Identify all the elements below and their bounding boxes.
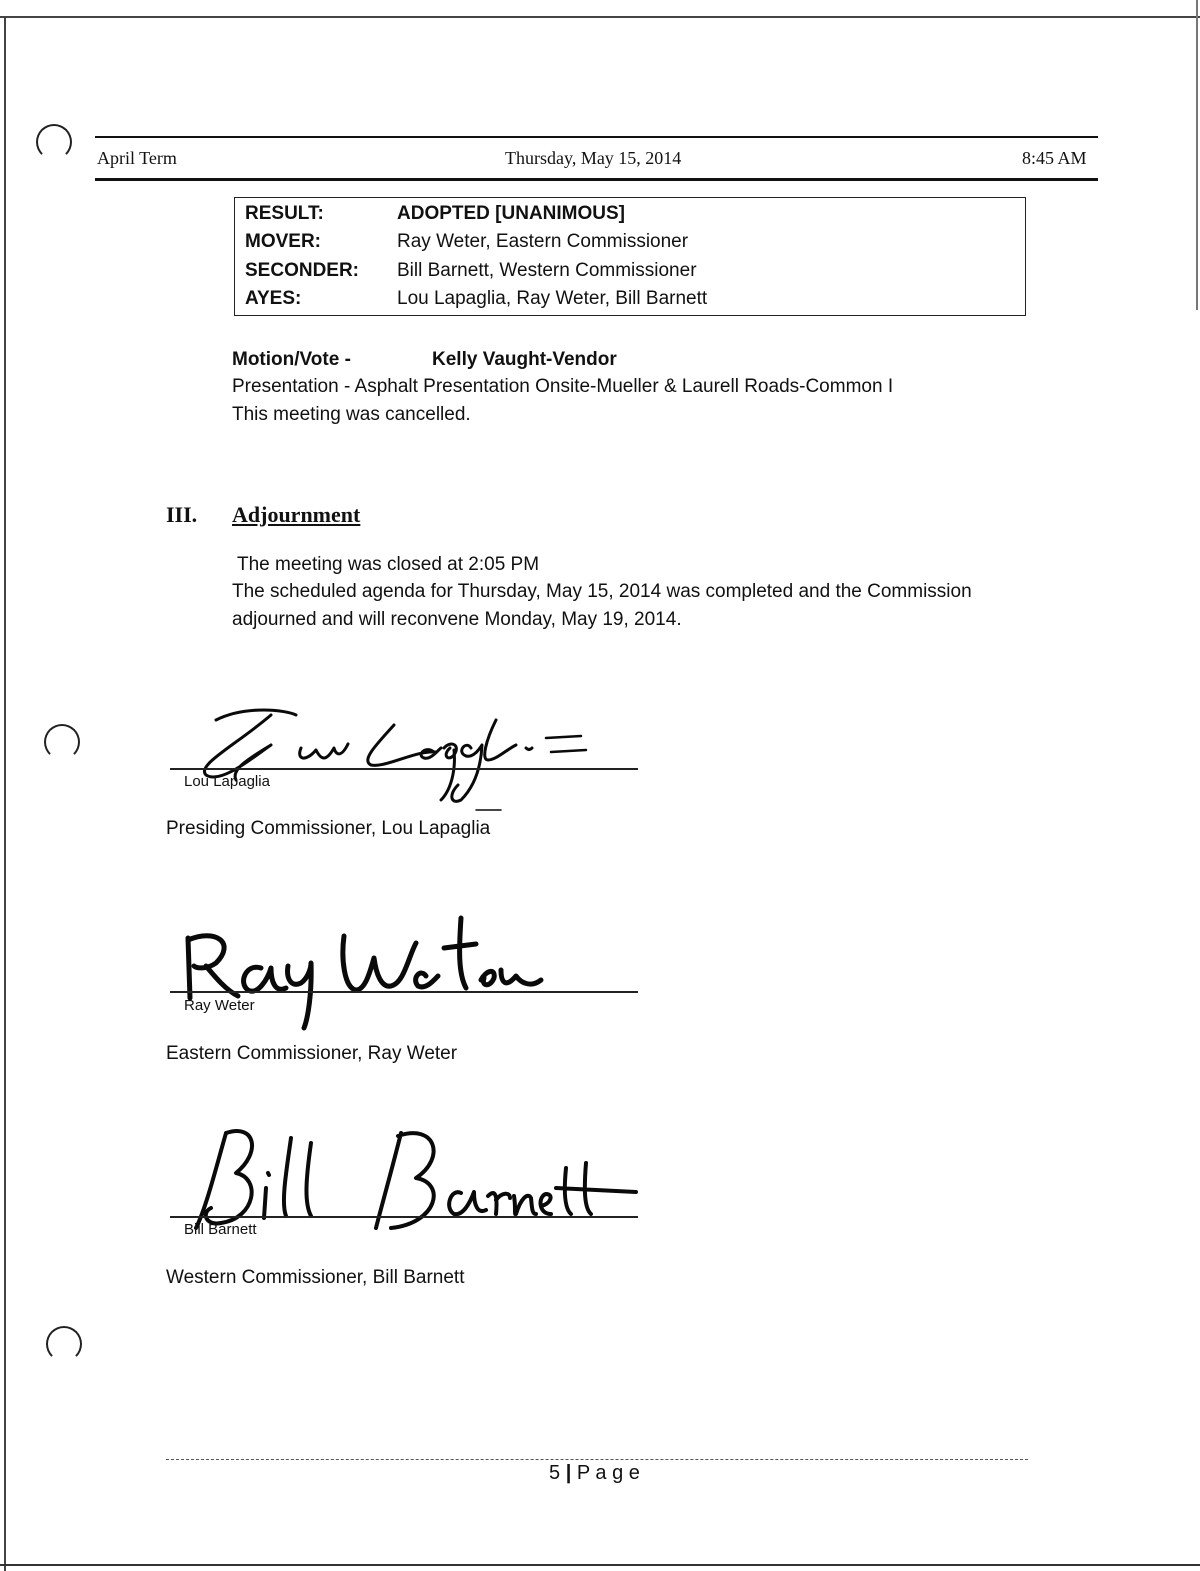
hole-punch-top [36,124,72,160]
scan-border-right [1196,0,1198,310]
page-footer [549,1462,640,1485]
motion-title: Kelly Vaught-Vendor [432,349,617,370]
vote-value: ADOPTED [UNANIMOUS] [397,203,625,224]
section-numeral: III. [166,502,198,527]
vote-result-box [234,197,1026,316]
hole-punch-bottom [46,1326,82,1362]
section-heading: Adjournment [232,502,361,527]
signature-line [170,991,638,993]
signature-caption: Lou Lapaglia [184,773,270,790]
motion-label: Motion/Vote - [232,349,351,370]
signer-title: Eastern Commissioner, Ray Weter [166,1043,458,1064]
header-term: April Term [97,148,177,168]
vote-value: Bill Barnett, Western Commissioner [397,260,697,281]
vote-label: SECONDER: [245,260,360,281]
vote-label: MOVER: [245,231,321,252]
signer-title: Western Commissioner, Bill Barnett [166,1267,465,1288]
signature-caption: Bill Barnett [184,1221,257,1238]
signer-title: Presiding Commissioner, Lou Lapaglia [166,818,491,839]
page-word: P a g e [576,1462,640,1484]
signature-line [170,768,638,770]
signature-lou-lapaglia [176,700,596,810]
footer-rule [166,1459,1028,1460]
vote-value: Lou Lapaglia, Ray Weter, Bill Barnett [397,288,708,309]
header-time: 8:45 AM [1022,148,1087,168]
scan-border-bottom [0,1564,1200,1566]
page-number: 5 [549,1462,561,1484]
vote-label: RESULT: [245,203,324,224]
vote-value: Ray Weter, Eastern Commissioner [397,231,689,252]
scan-border-left [4,16,6,1571]
signature-line [170,1216,638,1218]
motion-presentation: Presentation - Asphalt Presentation Onsite-Mueller & Laurell Roads-Common I [232,376,894,397]
adjournment-line-3: adjourned and will reconvene Monday, May 19, 2014. [232,609,682,630]
motion-note: This meeting was cancelled. [232,404,471,425]
scan-border-top [0,16,1200,18]
adjournment-line-1: The meeting was closed at 2:05 PM [237,554,540,575]
header-date: Thursday, May 15, 2014 [505,148,682,168]
header-rule-top [95,136,1098,138]
hole-punch-middle [44,724,80,760]
signature-ray-weter [176,908,576,1033]
signature-caption: Ray Weter [184,997,255,1014]
adjournment-line-2: The scheduled agenda for Thursday, May 15, 2014 was completed and the Commission [232,581,972,602]
signature-bill-barnett [176,1118,626,1238]
vote-label: AYES: [245,288,302,309]
page-separator: | [565,1462,572,1484]
header-rule-bottom [95,178,1098,181]
